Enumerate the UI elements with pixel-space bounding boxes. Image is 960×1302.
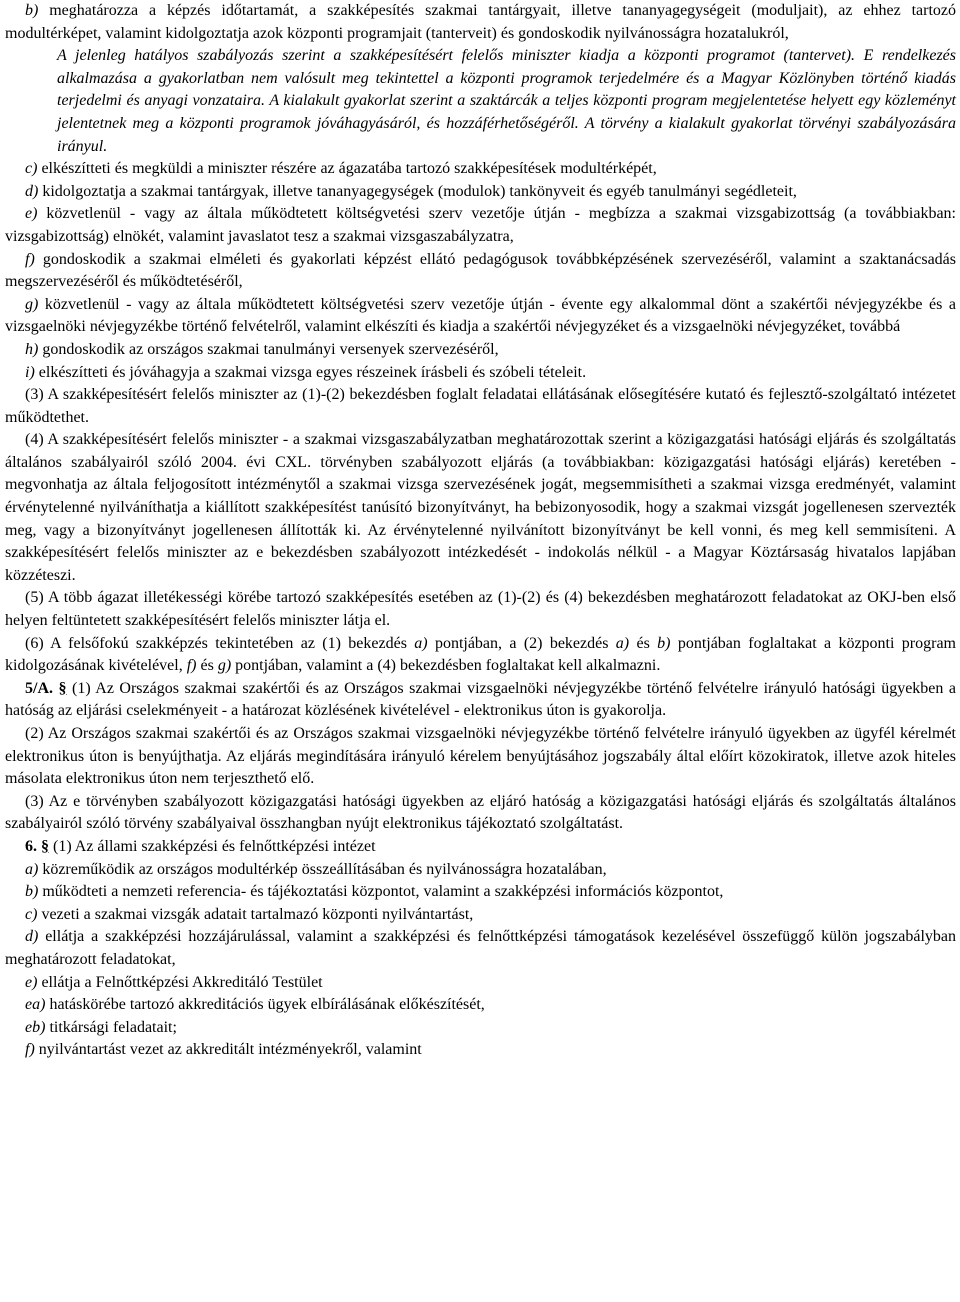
point-marker: i) [25, 363, 35, 381]
paragraph-text: és [629, 634, 658, 652]
paragraph-2g [5, 294, 956, 339]
paragraph-text: meghatározza a képzés időtartamát, a szakképesítés szakmai tantárgyait, illetve tananyagegységeit (moduljait), az ehhez tartozó modultérképet, valamint kidolgoztatja azok központi programjait (tanterveit) és gondoskodik nyilvánosságra hozatalukról, [5, 2, 956, 42]
paragraph-4: (4) A szakképesítésért felelős miniszter - a szakmai vizsgaszabályzatban meghatározottak szerint a közigazgatási hatósági eljárás és szolgáltatás általános szabályairól szóló 2004. évi CXL. törvényben szabályozott eljárás (a továbbiakban: közigazgatási hatósági eljárás) keretében - megvonhatja az általa feljogosított intézménytől a szakmai vizsga szervezésének jogát, megsemmisítheti a szakmai vizsga eredményét, valamint érvénytelenné nyilváníthatja a kiállított szakképesítést tanúsító bizonyítványt, ha bebizonyosodik, hogy a szakmai vizsgát jogellenesen szervezték meg, vagy a bizonyítványt jogellenesen állították ki. Az érvénytelenné nyilvánított bizonyítványt be kell vonni, és meg kell semmisíteni. A szakképesítésért felelős miniszter az e bekezdésben szabályozott intézkedését - indokolás nélkül - a Magyar Köztársaság hivatalos lapjában közzéteszi. [5, 431, 956, 584]
point-marker: d) [25, 928, 39, 946]
section-sign: § [41, 837, 49, 855]
paragraph-text: és [196, 657, 218, 675]
section-sign: § [58, 679, 67, 697]
section-number: 6. [25, 837, 37, 855]
point-marker: g) [25, 295, 39, 313]
paragraph-text: (1) Az állami szakképzési és felnőttképzési intézet [49, 837, 376, 855]
point-marker: f) [25, 250, 35, 268]
point-marker: b) [25, 883, 39, 901]
paragraph-text: hatáskörébe tartozó akkreditációs ügyek elbírálásának előkészítését, [45, 996, 485, 1014]
paragraph-text: ellátja a Felnőttképzési Akkreditáló Testület [37, 973, 323, 991]
paragraph-2h [5, 339, 956, 362]
paragraph-2i [5, 362, 956, 385]
paragraph-5: (5) A több ágazat illetékességi körébe tartozó szakképesítés esetében az (1)-(2) és (4) bekezdésben meghatározott feladatokat az OKJ-ben első helyen feltüntetett szakképesítésért felelős miniszter látja el. [5, 589, 956, 630]
section-6-point-e [5, 972, 956, 995]
point-marker: eb) [25, 1018, 46, 1036]
explanatory-note: A jelenleg hatályos szabályozás szerint a szakképesítésért felelős miniszter kiadja a központi programot (tantervet). E rendelkezés alkalmazása a gyakorlatban nem valósult meg tekintettel a központi programok terjedelmére és a Magyar Közlönyben történő kiadás terjedelmi és anyagi vonzataira. A kialakult gyakorlat szerint a szaktárcák a teljes központi program megjelentetése helyett egy közleményt jelentetnek meg a központi programok jóváhagyásáról, és hozzáférhetőségéről. A törvény a kialakult gyakorlat törvényi szabályozására irányul. [57, 47, 956, 155]
paragraph-2c [5, 158, 956, 181]
section-number: 5/A. [25, 679, 53, 697]
paragraph-text: elkészítteti és megküldi a miniszter részére az ágazatába tartozó szakképesítések modultérképét, [37, 160, 657, 178]
section-6-point-ea [5, 994, 956, 1017]
paragraph-text: (6) A felsőfokú szakképzés tekintetében az (1) bekezdés [25, 634, 415, 652]
section-6-point-b [5, 881, 956, 904]
paragraph-6 [5, 633, 956, 678]
section-6-point-eb [5, 1017, 956, 1040]
point-marker: c) [25, 905, 38, 923]
section-6-point-d [5, 926, 956, 971]
point-marker: e) [25, 973, 38, 991]
point-marker: c) [25, 160, 38, 178]
paragraph-text: gondoskodik az országos szakmai tanulmányi versenyek szervezéséről, [38, 340, 499, 358]
paragraph-text: pontjában, a (2) bekezdés [427, 634, 616, 652]
section-6-point-f [5, 1039, 956, 1062]
paragraph-3: (3) A szakképesítésért felelős miniszter az (1)-(2) bekezdésben foglalt feladatai ellátásának elősegítésére kutató és fejlesztő-szolgáltató intézetet működtethet. [5, 386, 956, 426]
section-heading [25, 680, 67, 697]
paragraph-text: közvetlenül - vagy az általa működtetett költségvetési szerv vezetője útján - évente egy alkalommal dönt a szakértői névjegyzékbe és a vizsgaelnöki névjegyzékbe történő felvételről, valamint elkészíti és kiadja a szakértői névjegyzéket és a vizsgaelnöki névjegyzéket, továbbá [5, 295, 956, 336]
point-marker: d) [25, 182, 39, 200]
point-marker: h) [25, 340, 39, 358]
point-reference: a) [615, 634, 630, 652]
paragraph-2f [5, 249, 956, 294]
point-reference: g) [217, 657, 232, 675]
paragraph-text: kidolgoztatja a szakmai tantárgyak, illetve tananyagegységek (modulok) tankönyveit és egyéb tanulmányi segédleteit, [38, 182, 797, 200]
paragraph-text: gondoskodik a szakmai elméleti és gyakorlati képzést ellátó pedagógusok továbbképzésének szervezéséről, valamint a szaktanácsadás megszervezéséről és működtetéséről, [5, 250, 956, 291]
point-marker: f) [25, 1041, 35, 1059]
point-marker: ea) [25, 996, 46, 1014]
point-marker: a) [25, 860, 39, 878]
paragraph-text: vezeti a szakmai vizsgák adatait tartalmazó központi nyilvántartást, [37, 905, 474, 923]
paragraph-text: közreműködik az országos modultérkép összeállításában és nyilvánosságra hozatalában, [38, 860, 607, 878]
point-reference: f) [186, 657, 197, 675]
section-6-paragraph-1 [5, 836, 956, 859]
paragraph-text: nyilvántartást vezet az akkreditált intézményekről, valamint [34, 1041, 422, 1059]
point-marker: e) [25, 205, 38, 223]
section-heading [25, 838, 49, 855]
paragraph-text: (1) Az Országos szakmai szakértői és az Országos szakmai vizsgaelnöki névjegyzékbe történő felvételre irányuló hatósági ügyekben a hatóság az eljárási cselekményeit - a határozat közlésének kivételével - elektronikus úton is gyakorolja. [5, 679, 956, 720]
paragraph-text: ellátja a szakképzési hozzájárulással, valamint a szakképzési és felnőttképzési támogatások kezelésével összefüggő külön jogszabályban meghatározott feladatokat, [5, 928, 956, 968]
paragraph-text: titkársági feladatait; [45, 1018, 177, 1036]
paragraph-2b [5, 0, 956, 45]
paragraph-text: közvetlenül - vagy az általa működtetett költségvetési szerv vezetője útján - megbízza a szakmai vizsgabizottság (a továbbiakban: vizsgabizottság) elnökét, valamint javaslatot tesz a szakmai vizsgaszabályzatra, [5, 205, 956, 245]
paragraph-2e [5, 203, 956, 248]
section-5a-paragraph-3: (3) Az e törvényben szabályozott közigazgatási hatósági ügyekben az eljáró hatóság a közigazgatási hatósági eljárás és szolgáltatás általános szabályairól szóló törvény szabályaival összhangban nyújt elektronikus tájékoztató szolgáltatást. [5, 792, 956, 833]
point-reference: a) [414, 634, 428, 652]
section-6-point-c [5, 904, 956, 927]
point-reference: b) [657, 634, 671, 652]
section-5a-paragraph-2: (2) Az Országos szakmai szakértői és az Országos szakmai vizsgaelnöki névjegyzékbe történő felvételre irányuló ügyekben az ügyfél kérelmét elektronikus úton is benyújthatja. Az eljárás megindítására irányuló kérelem benyújtásához jogszabály által előírt közokiratok, illetve azok hiteles másolata elektronikus úton nem terjeszthető elő. [5, 725, 956, 788]
section-5a-paragraph-1 [5, 678, 956, 723]
paragraph-text: pontjában foglaltakat a központi program kidolgozásának kivételével, [5, 634, 956, 675]
paragraph-text: pontjában, valamint a (4) bekezdésben foglaltakat kell alkalmazni. [231, 657, 661, 675]
paragraph-2d [5, 181, 956, 204]
paragraph-text: működteti a nemzeti referencia- és tájékoztatási központot, valamint a szakképzési információs központot, [38, 883, 724, 901]
paragraph-text: elkészítteti és jóváhagyja a szakmai vizsga egyes részeinek írásbeli és szóbeli tételeit. [34, 363, 587, 381]
section-6-point-a [5, 859, 956, 882]
point-marker: b) [25, 2, 39, 19]
